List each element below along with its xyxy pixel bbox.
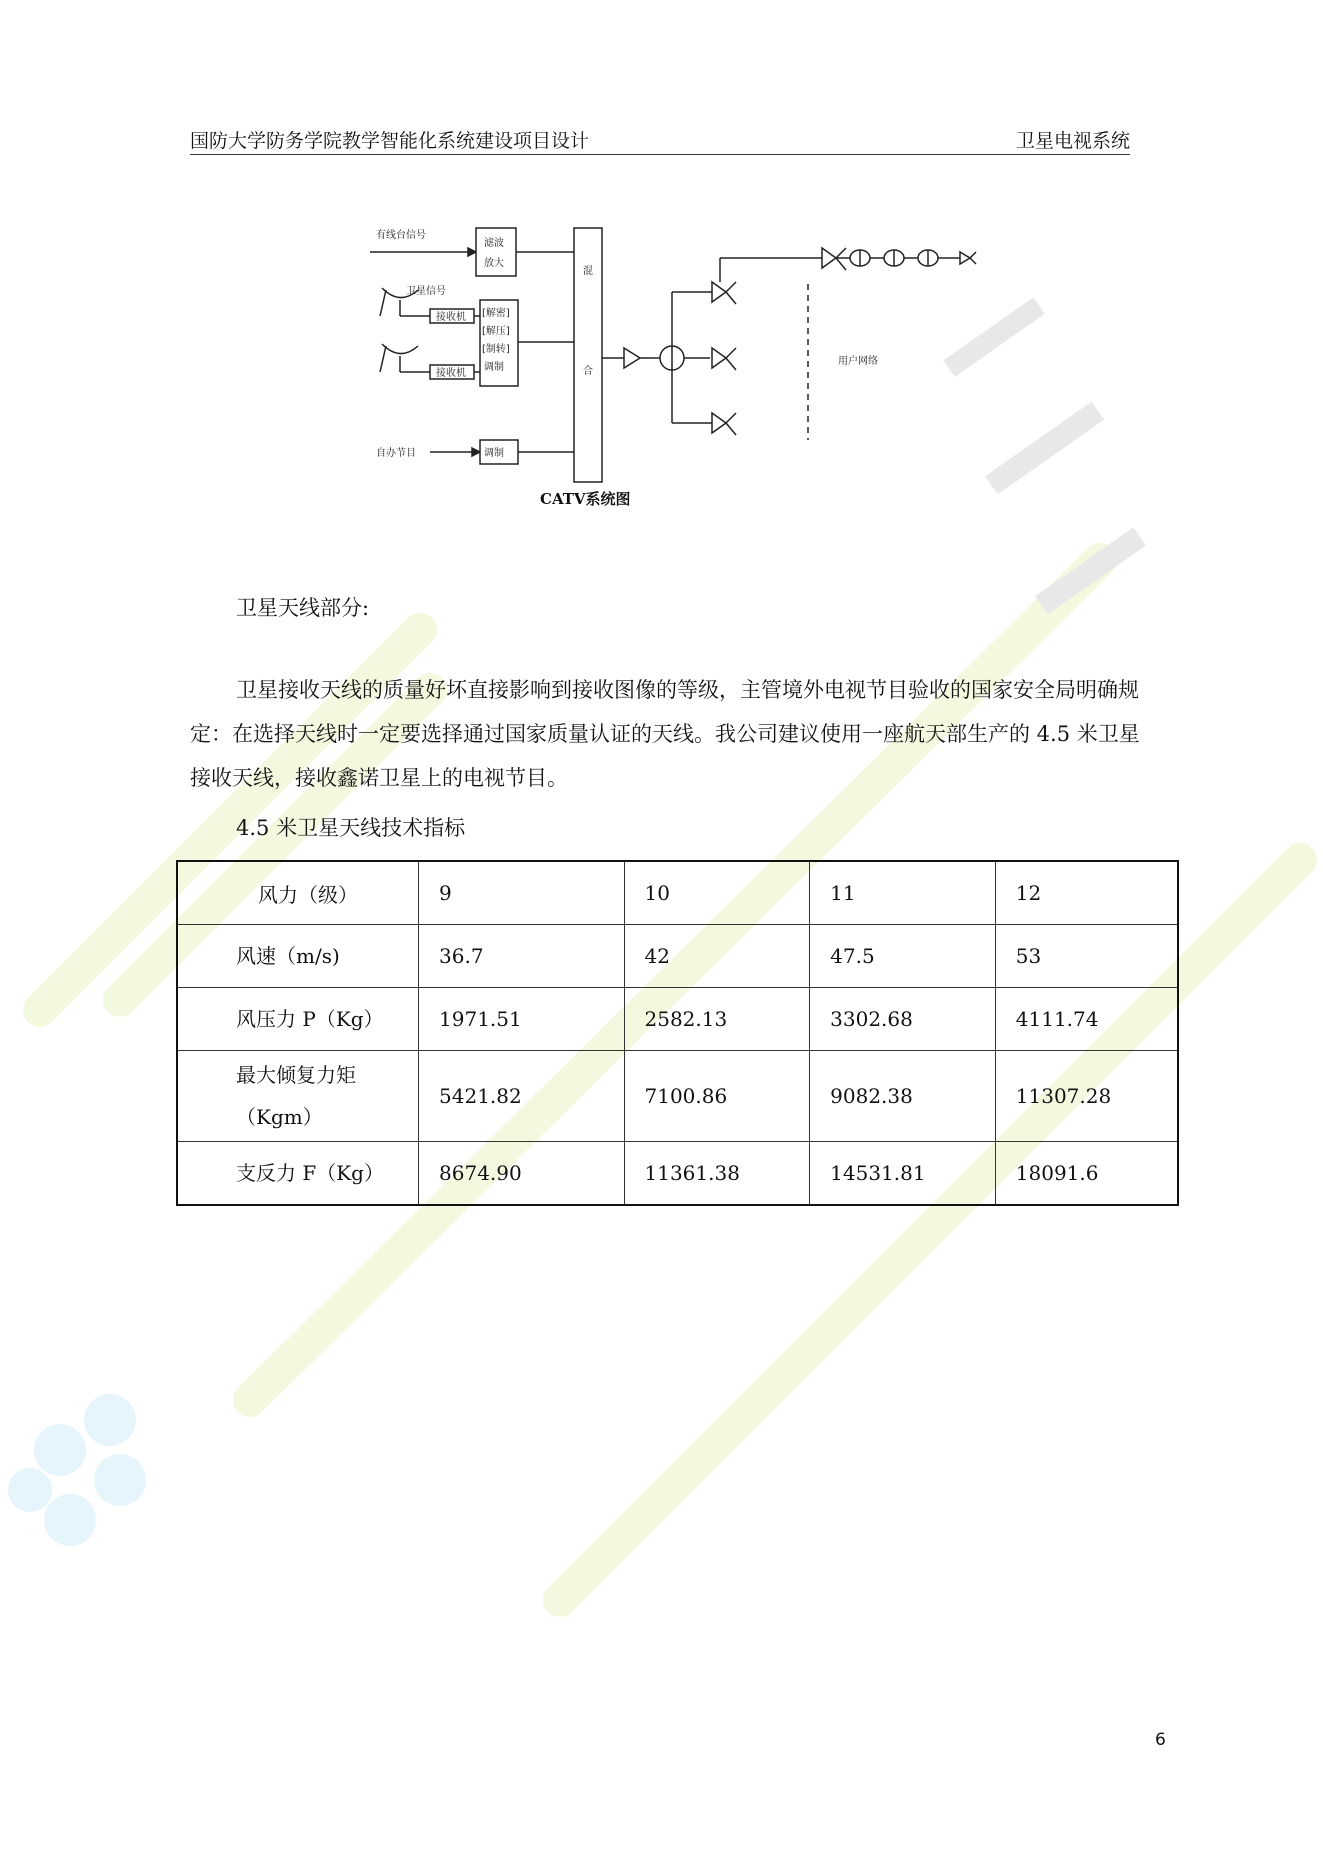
table-cell: 53 xyxy=(995,925,1178,988)
label-satellite-signal: 卫星信号 xyxy=(406,286,446,297)
table-cell: 5421.82 xyxy=(419,1051,624,1142)
label-self-program: 自办节目 xyxy=(376,448,416,459)
table-cell: 12 xyxy=(995,861,1178,925)
section-title: 卫星天线部分: xyxy=(236,596,370,620)
table-row xyxy=(177,1142,1178,1206)
table-cell: 47.5 xyxy=(810,925,996,988)
label-receiver-2: 接收机 xyxy=(436,368,466,379)
body-paragraph: 卫星接收天线的质量好坏直接影响到接收图像的等级，主管境外电视节目验收的国家安全局明确规定：在选择天线时一定要选择通过国家质量认证的天线。我公司建议使用一座航天部生产的 4.5 米卫星接收天线，接收鑫诺卫星上的电视节目。 xyxy=(190,678,1140,790)
table-row xyxy=(177,925,1178,988)
table-row xyxy=(177,861,1178,925)
header-title: 国防大学防务学院教学智能化系统建设项目设计 xyxy=(190,130,590,152)
table-row xyxy=(177,1051,1178,1142)
page-header xyxy=(190,124,1130,155)
table-cell: 9082.38 xyxy=(810,1051,996,1142)
table-cell: 7100.86 xyxy=(624,1051,810,1142)
table-cell: 11307.28 xyxy=(995,1051,1178,1142)
label-amp: 放大 xyxy=(484,258,504,269)
label-proc-1: [解密] xyxy=(482,308,510,319)
table-cell: 2582.13 xyxy=(624,988,810,1051)
diagram-caption: CATV系统图 xyxy=(540,490,631,508)
label-modulator: 调制 xyxy=(484,448,504,459)
table-cell: 3302.68 xyxy=(810,988,996,1051)
table-cell: 风力（级） xyxy=(177,861,419,925)
table-cell: 4111.74 xyxy=(995,988,1178,1051)
table-cell: 风压力 P（Kg） xyxy=(177,988,419,1051)
table-cell: 14531.81 xyxy=(810,1142,996,1206)
label-proc-3: [制转] xyxy=(482,344,510,355)
label-mixer-2: 合 xyxy=(583,366,593,377)
table-row xyxy=(177,988,1178,1051)
label-filter: 滤波 xyxy=(484,238,504,249)
table-cell: 10 xyxy=(624,861,810,925)
page-number: 6 xyxy=(1155,1730,1166,1750)
catv-diagram xyxy=(360,218,1000,518)
label-user-network: 用户网络 xyxy=(838,356,878,367)
table-cell: 1971.51 xyxy=(419,988,624,1051)
label-receiver-1: 接收机 xyxy=(436,312,466,323)
table-cell: 风速（m/s) xyxy=(177,925,419,988)
label-proc-4: 调制 xyxy=(484,362,504,373)
table-cell: 18091.6 xyxy=(995,1142,1178,1206)
table-cell: 最大倾复力矩（Kgm） xyxy=(177,1051,419,1142)
table-cell: 9 xyxy=(419,861,624,925)
table-cell: 8674.90 xyxy=(419,1142,624,1206)
table-cell: 36.7 xyxy=(419,925,624,988)
antenna-spec-table xyxy=(176,860,1179,1206)
table-cell: 42 xyxy=(624,925,810,988)
label-mixer-1: 混 xyxy=(583,266,593,277)
table-cell: 11361.38 xyxy=(624,1142,810,1206)
label-proc-2: [解压] xyxy=(482,326,510,337)
label-cable-signal: 有线台信号 xyxy=(376,230,426,241)
header-section: 卫星电视系统 xyxy=(1015,130,1130,152)
table-title: 4.5 米卫星天线技术指标 xyxy=(236,816,466,840)
table-cell: 支反力 F（Kg） xyxy=(177,1142,419,1206)
table-cell: 11 xyxy=(810,861,996,925)
